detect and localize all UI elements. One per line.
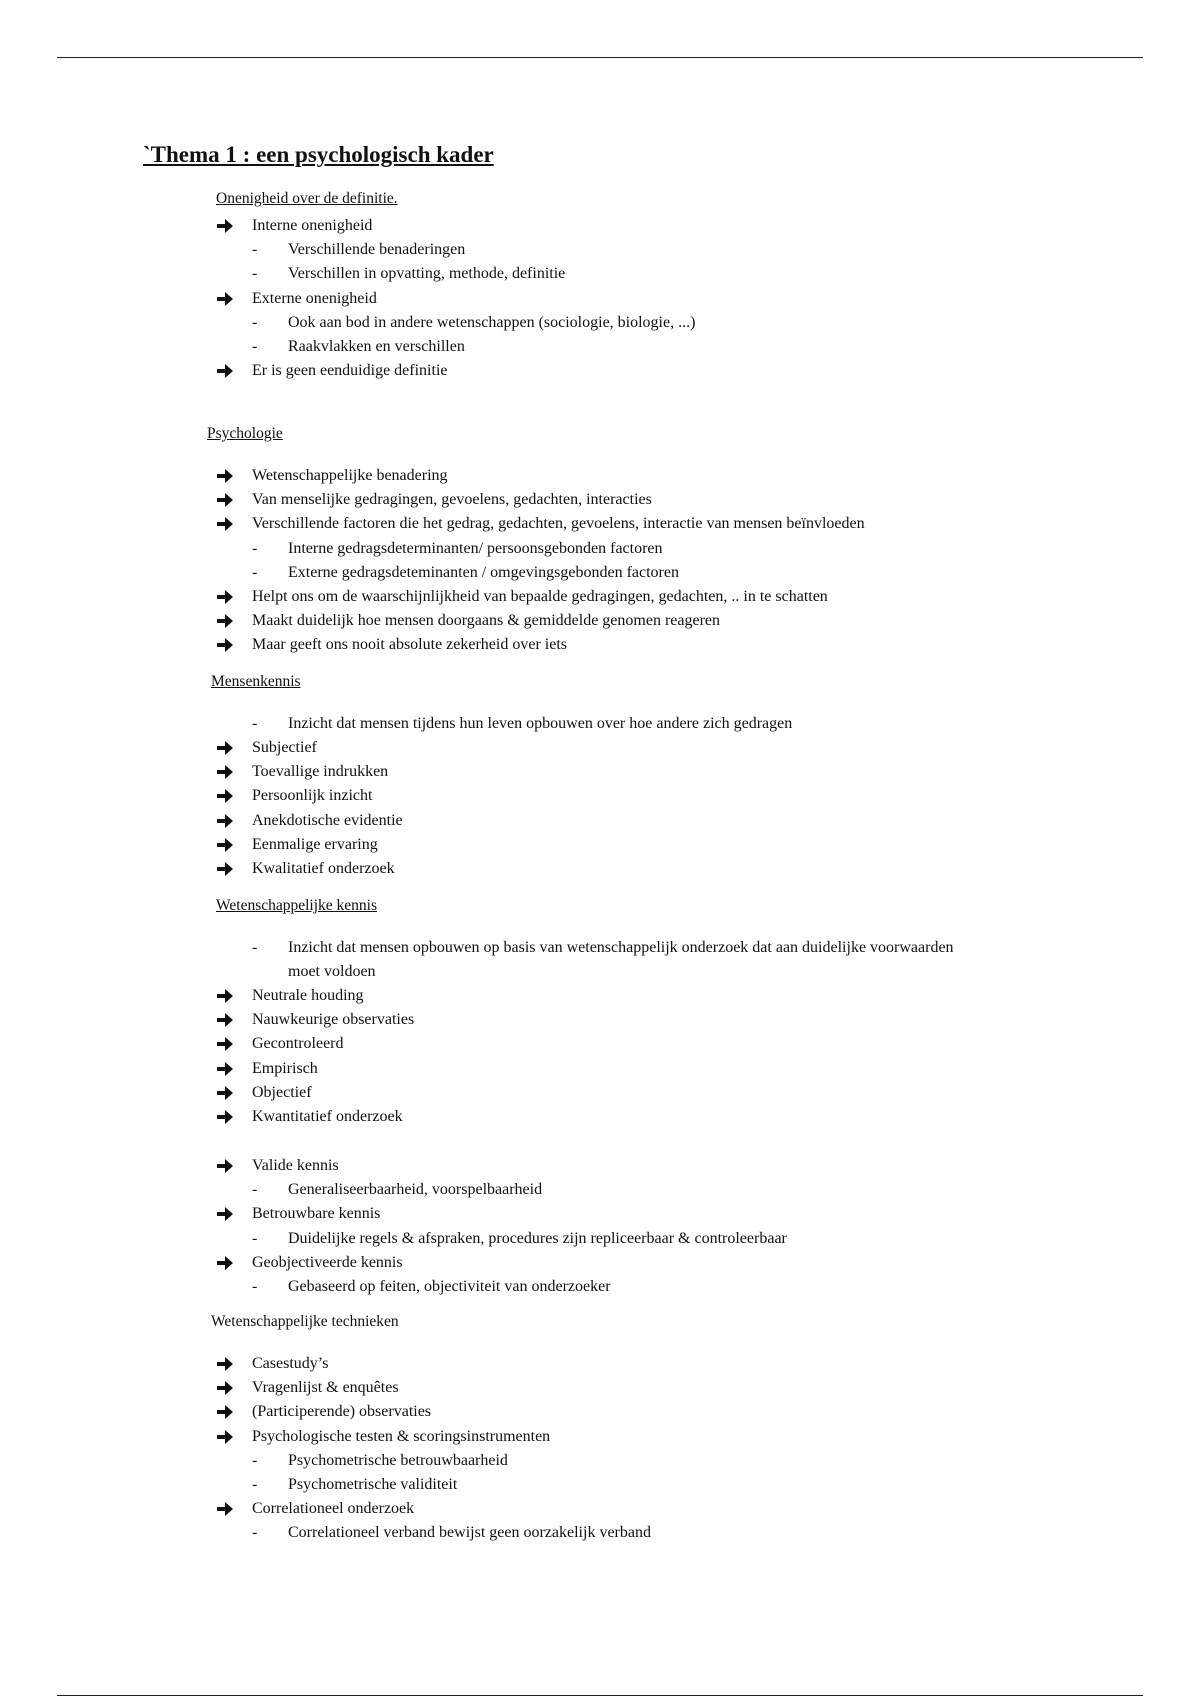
- arrow-bullet-icon: [216, 1032, 236, 1056]
- arrow-bullet-icon: [216, 1400, 236, 1424]
- dash-bullet: -: [252, 241, 258, 259]
- list-item-text: Neutrale houding: [252, 987, 364, 1004]
- section-heading: Wetenschappelijke technieken: [211, 1313, 399, 1330]
- arrow-bullet-icon: [216, 1154, 236, 1178]
- dash-bullet: -: [252, 563, 258, 581]
- list-item-text: Correlationeel onderzoek: [252, 1500, 415, 1518]
- arrow-bullet-icon: [216, 1497, 236, 1521]
- arrow-bullet-icon: [216, 984, 236, 1008]
- list-item-text: Casestudy’s: [252, 1355, 329, 1372]
- section-heading: Psychologie: [207, 425, 283, 442]
- sub-item-text: Verschillende benaderingen: [288, 241, 466, 259]
- list-item-text: Subjectief: [252, 739, 317, 756]
- sub-item-text: Externe gedragsdeteminanten / omgevingsgebonden factoren: [288, 563, 679, 581]
- sub-item-text: Psychometrische validiteit: [288, 1476, 458, 1493]
- sub-item-text: moet voldoen: [288, 963, 376, 980]
- arrow-bullet-icon: [216, 784, 236, 808]
- page-title: `Thema 1 : een psychologisch kader: [143, 142, 494, 167]
- arrow-bullet-icon: [216, 1057, 236, 1081]
- sub-item-text: Interne gedragsdeterminanten/ persoonsgebonden factoren: [288, 539, 663, 557]
- sub-item-text: Raakvlakken en verschillen: [288, 338, 465, 355]
- list-item-text: Vragenlijst & enquêtes: [252, 1379, 399, 1397]
- dash-bullet: -: [252, 1278, 258, 1295]
- arrow-bullet-icon: [216, 609, 236, 633]
- arrow-bullet-icon: [216, 464, 236, 488]
- list-item-text: Empirisch: [252, 1059, 318, 1077]
- dash-bullet: -: [252, 265, 258, 283]
- dash-bullet: -: [252, 338, 258, 355]
- sub-item-text: Duidelijke regels & afspraken, procedures zijn repliceerbaar & controleerbaar: [288, 1229, 787, 1247]
- dash-bullet: -: [252, 539, 258, 557]
- arrow-bullet-icon: [216, 512, 236, 536]
- arrow-bullet-icon: [216, 488, 236, 512]
- list-item-text: Maar geeft ons nooit absolute zekerheid over iets: [252, 636, 567, 654]
- list-item-text: Kwantitatief onderzoek: [252, 1108, 403, 1125]
- dash-bullet: -: [252, 1181, 258, 1199]
- list-item-text: Maakt duidelijk hoe mensen doorgaans & gemiddelde genomen reageren: [252, 612, 720, 630]
- list-item-text: Objectief: [252, 1083, 312, 1101]
- arrow-bullet-icon: [216, 1081, 236, 1105]
- footer-rule: [57, 1695, 1143, 1696]
- section-heading: Wetenschappelijke kennis: [216, 897, 378, 914]
- list-item-text: Eenmalige ervaring: [252, 835, 378, 853]
- list-item-text: Interne onenigheid: [252, 217, 373, 234]
- arrow-bullet-icon: [216, 1376, 236, 1400]
- sub-item-text: Generaliseerbaarheid, voorspelbaarheid: [288, 1181, 543, 1199]
- list-item-text: (Participerende) observaties: [252, 1403, 432, 1421]
- arrow-bullet-icon: [216, 359, 236, 383]
- dash-bullet: -: [252, 1451, 258, 1469]
- list-item-text: Anekdotische evidentie: [252, 811, 403, 829]
- arrow-bullet-icon: [216, 1352, 236, 1376]
- arrow-bullet-icon: [216, 1008, 236, 1032]
- list-item-text: Nauwkeurige observaties: [252, 1011, 415, 1029]
- list-item-text: Valide kennis: [252, 1157, 339, 1174]
- arrow-bullet-icon: [216, 633, 236, 657]
- dash-bullet: -: [252, 1524, 258, 1542]
- sub-item-text: Inzicht dat mensen tijdens hun leven opbouwen over hoe andere zich gedragen: [288, 715, 793, 732]
- list-item-text: Geobjectiveerde kennis: [252, 1253, 403, 1271]
- sub-item-text: Ook aan bod in andere wetenschappen (sociologie, biologie, ...): [288, 313, 696, 331]
- sub-item-text: Verschillen in opvatting, methode, definitie: [288, 265, 566, 283]
- sub-item-text: Gebaseerd op feiten, objectiviteit van onderzoeker: [288, 1278, 611, 1295]
- arrow-bullet-icon: [216, 214, 236, 238]
- list-item-text: Helpt ons om de waarschijnlijkheid van bepaalde gedragingen, gedachten, .. in te schatten: [252, 588, 828, 605]
- list-item-text: Toevallige indrukken: [252, 763, 389, 781]
- arrow-bullet-icon: [216, 857, 236, 881]
- arrow-bullet-icon: [216, 833, 236, 857]
- list-item-text: Van menselijke gedragingen, gevoelens, gedachten, interacties: [252, 491, 652, 509]
- arrow-bullet-icon: [216, 1251, 236, 1275]
- dash-bullet: -: [252, 313, 258, 331]
- list-item-text: Persoonlijk inzicht: [252, 787, 373, 805]
- list-item-text: Verschillende factoren die het gedrag, gedachten, gevoelens, interactie van mensen beïnvloeden: [252, 515, 865, 533]
- sub-item-text: Psychometrische betrouwbaarheid: [288, 1451, 508, 1469]
- list-item-text: Kwalitatief onderzoek: [252, 860, 395, 877]
- dash-bullet: -: [252, 939, 258, 956]
- arrow-bullet-icon: [216, 809, 236, 833]
- dash-bullet: -: [252, 1476, 258, 1493]
- arrow-bullet-icon: [216, 736, 236, 760]
- arrow-bullet-icon: [216, 1105, 236, 1129]
- arrow-bullet-icon: [216, 1425, 236, 1449]
- arrow-bullet-icon: [216, 760, 236, 784]
- sub-item-text: Correlationeel verband bewijst geen oorzakelijk verband: [288, 1524, 651, 1542]
- dash-bullet: -: [252, 715, 258, 732]
- arrow-bullet-icon: [216, 1202, 236, 1226]
- dash-bullet: -: [252, 1229, 258, 1247]
- list-item-text: Externe onenigheid: [252, 289, 377, 307]
- sub-item-text: Inzicht dat mensen opbouwen op basis van wetenschappelijk onderzoek dat aan duidelijke voorwaarden: [288, 939, 954, 956]
- arrow-bullet-icon: [216, 287, 236, 311]
- list-item-text: Gecontroleerd: [252, 1035, 344, 1053]
- section-heading: Mensenkennis: [211, 673, 301, 690]
- list-item-text: Betrouwbare kennis: [252, 1205, 381, 1223]
- header-rule: [57, 57, 1143, 58]
- arrow-bullet-icon: [216, 585, 236, 609]
- list-item-text: Er is geen eenduidige definitie: [252, 362, 448, 380]
- section-heading: Onenigheid over de definitie.: [216, 190, 398, 207]
- list-item-text: Wetenschappelijke benadering: [252, 467, 448, 484]
- list-item-text: Psychologische testen & scoringsinstrumenten: [252, 1427, 551, 1445]
